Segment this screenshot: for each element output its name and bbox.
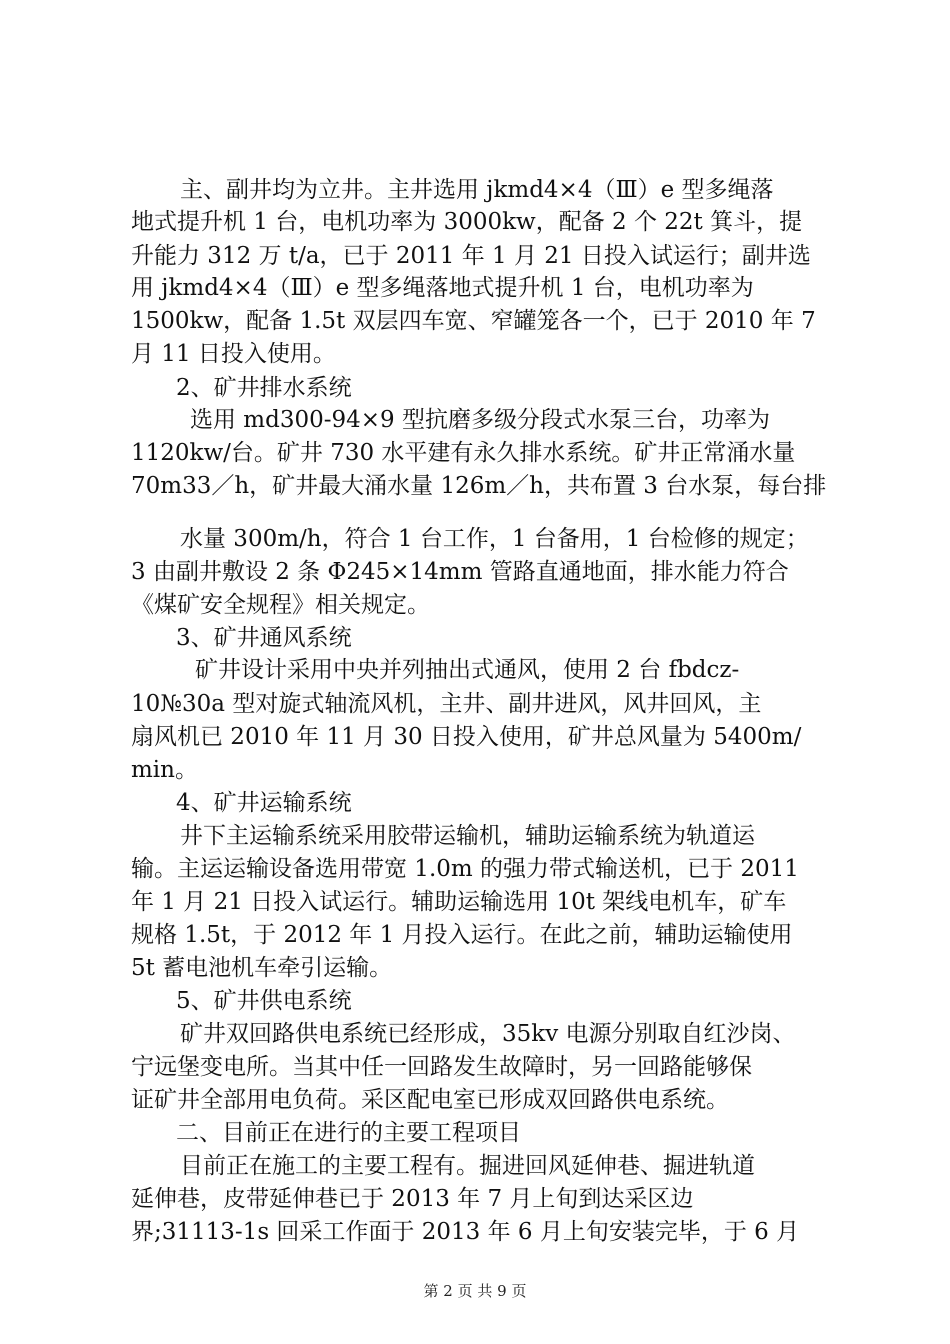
- section-heading: 2、矿井排水系统: [176, 375, 352, 401]
- text-line: 5t 蓄电池机车牵引运输。: [131, 955, 393, 981]
- text-line: 目前正在施工的主要工程有。掘进回风延伸巷、掘进轨道: [180, 1153, 755, 1179]
- section-heading: 5、矿井供电系统: [176, 988, 352, 1014]
- text-line: 用 jkmd4×4（Ⅲ）e 型多绳落地式提升机 1 台，电机功率为: [131, 275, 754, 301]
- text-line: 水量 300m/h，符合 1 台工作，1 台备用，1 台检修的规定；: [180, 526, 809, 552]
- text-line: 10№30a 型对旋式轴流风机，主井、副井进风，风井回风，主: [131, 691, 762, 717]
- text-line: 70m33／h，矿井最大涌水量 126m／h，共布置 3 台水泵，每台排: [131, 473, 827, 499]
- text-line: 选用 md300-94×9 型抗磨多级分段式水泵三台，功率为: [190, 407, 770, 433]
- text-line: 年 1 月 21 日投入试运行。辅助运输选用 10t 架线电机车，矿车: [131, 889, 787, 915]
- text-line: 界;31113-1s 回采工作面于 2013 年 6 月上旬安装完毕，于 6 月: [131, 1219, 800, 1245]
- text-line: 《煤矿安全规程》相关规定。: [131, 592, 430, 618]
- text-line: 3 由副井敷设 2 条 Φ245×14mm 管路直通地面，排水能力符合: [131, 559, 789, 585]
- text-line: 1500kw，配备 1.5t 双层四车宽、窄罐笼各一个，已于 2010 年 7: [131, 308, 816, 334]
- text-line: 延伸巷，皮带延伸巷已于 2013 年 7 月上旬到达采区边: [131, 1186, 694, 1212]
- text-line: 矿井设计采用中央并列抽出式通风，使用 2 台 fbdcz-: [195, 657, 740, 683]
- text-line: 升能力 312 万 t/a，已于 2011 年 1 月 21 日投入试运行；副井选: [131, 243, 811, 269]
- text-line: 输。主运运输设备选用带宽 1.0m 的强力带式输送机，已于 2011: [131, 856, 799, 882]
- text-line: 宁远堡变电所。当其中任一回路发生故障时，另一回路能够保: [131, 1054, 752, 1080]
- text-line: min。: [131, 757, 198, 783]
- text-line: 扇风机已 2010 年 11 月 30 日投入使用，矿井总风量为 5400m/: [131, 724, 802, 750]
- text-line: 矿井双回路供电系统已经形成，35kv 电源分别取自红沙岗、: [180, 1021, 796, 1047]
- text-line: 地式提升机 1 台，电机功率为 3000kw，配备 2 个 22t 箕斗，提: [131, 209, 803, 235]
- text-line: 井下主运输系统采用胶带运输机，辅助运输系统为轨道运: [180, 823, 755, 849]
- section-heading: 3、矿井通风系统: [176, 625, 352, 651]
- page-footer: 第 2 页 共 9 页: [423, 1282, 527, 1300]
- section-heading: 4、矿井运输系统: [176, 790, 352, 816]
- text-line: 规格 1.5t，于 2012 年 1 月投入运行。在此之前，辅助运输使用: [131, 922, 793, 948]
- text-line: 主、副井均为立井。主井选用 jkmd4×4（Ⅲ）e 型多绳落: [180, 177, 774, 203]
- section-heading: 二、目前正在进行的主要工程项目: [176, 1120, 521, 1146]
- text-line: 月 11 日投入使用。: [131, 341, 336, 367]
- text-line: 1120kw/台。矿井 730 水平建有永久排水系统。矿井正常涌水量: [131, 440, 796, 466]
- text-line: 证矿井全部用电负荷。采区配电室已形成双回路供电系统。: [131, 1087, 729, 1113]
